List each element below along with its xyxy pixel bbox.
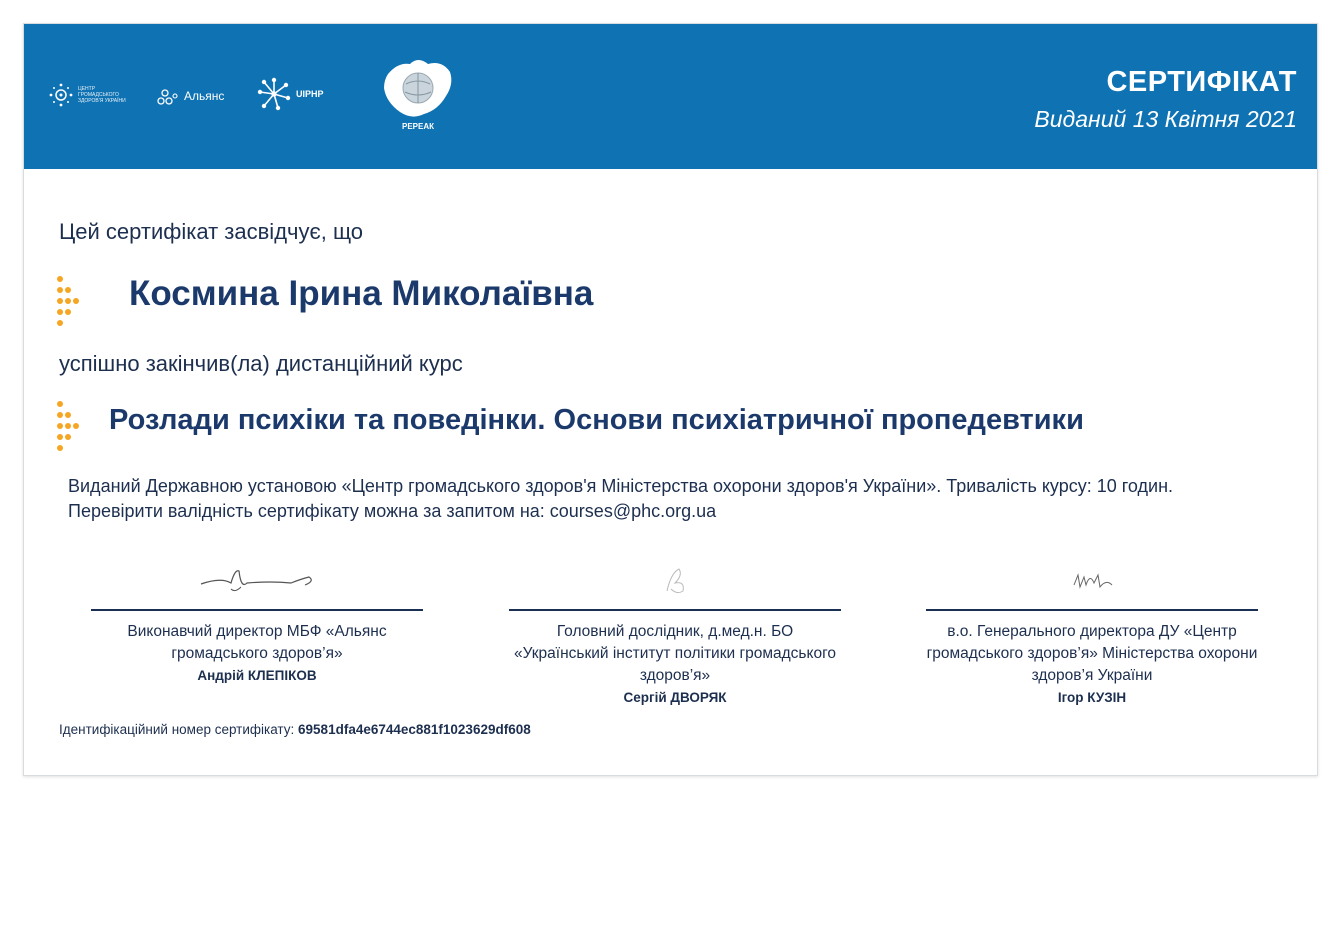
dot-pattern-icon xyxy=(54,399,90,459)
signatory-role: Головний дослідник, д.мед.н. БО «Український інститут політики громадського здоров’я» xyxy=(513,623,837,684)
repfak-logo-text: РЕРЕАК xyxy=(401,122,434,131)
certificate-title: СЕРТИФІКАТ xyxy=(1106,66,1297,98)
signatory-name: Сергій ДВОРЯК xyxy=(623,690,727,705)
phc-logo xyxy=(48,82,133,108)
certificate-id-label: Ідентифікаційний номер сертифікату: xyxy=(59,722,295,737)
dot-pattern-icon xyxy=(54,274,90,334)
phc-logo-text: ЦЕНТР ГРОМАДСЬКОГО ЗДОРОВ'Я УКРАЇНИ xyxy=(78,86,126,104)
alliance-logo xyxy=(156,86,224,106)
certificate-card xyxy=(23,23,1318,776)
signature-block-3 xyxy=(926,549,1258,709)
repfak-logo xyxy=(378,54,458,131)
signature-line xyxy=(91,609,423,611)
certificate-id-value: 69581dfa4e6744ec881f1023629df608 xyxy=(298,722,531,737)
intro-text: Цей сертифікат засвідчує, що xyxy=(59,219,364,244)
signature-image-3 xyxy=(926,549,1258,609)
signatory-role: Виконавчий директор МБФ «Альянс громадського здоров’я» xyxy=(127,623,387,662)
completed-text: успішно закінчив(ла) дистанційний курс xyxy=(59,351,463,376)
signature-image-2 xyxy=(509,549,841,609)
course-row xyxy=(54,399,1294,459)
issued-date: Виданий 13 Квітня 2021 xyxy=(1034,106,1297,132)
issued-by-text: Виданий Державною установою «Центр громадського здоров'я Міністерства охорони здоров'я України». Тривалість курсу: 10 годин. Перевірити валідність сертифікату можна за запитом на: courses@phc.org.ua xyxy=(68,476,1174,521)
uiphp-logo xyxy=(256,76,324,112)
uiphp-logo-text: UIPHP xyxy=(296,89,324,99)
recipient-name: Космина Ірина Миколаївна xyxy=(129,274,594,313)
signatory-name: Андрій КЛЕПІКОВ xyxy=(197,668,317,683)
signature-block-2 xyxy=(509,549,841,709)
certificate-header xyxy=(24,24,1317,169)
course-title: Розлади психіки та поведінки. Основи психіатричної пропедевтики xyxy=(109,404,1084,436)
partner-logos xyxy=(48,54,468,144)
alliance-logo-text: Альянс xyxy=(184,89,225,103)
signature-line xyxy=(926,609,1258,611)
recipient-row xyxy=(54,274,1254,334)
signature-line xyxy=(509,609,841,611)
signatory-role: в.о. Генерального директора ДУ «Центр громадського здоров’я» Міністерства охорони здоров’я України xyxy=(926,623,1258,684)
signature-image-1 xyxy=(91,549,423,609)
phc-logo-icon xyxy=(48,82,74,108)
certificate-id xyxy=(59,722,531,737)
alliance-logo-icon xyxy=(156,86,180,106)
signature-block-1 xyxy=(91,549,423,687)
signatory-name: Ігор КУЗІН xyxy=(1057,690,1127,705)
uiphp-logo-icon xyxy=(256,76,292,112)
repfak-logo-icon xyxy=(378,54,458,126)
